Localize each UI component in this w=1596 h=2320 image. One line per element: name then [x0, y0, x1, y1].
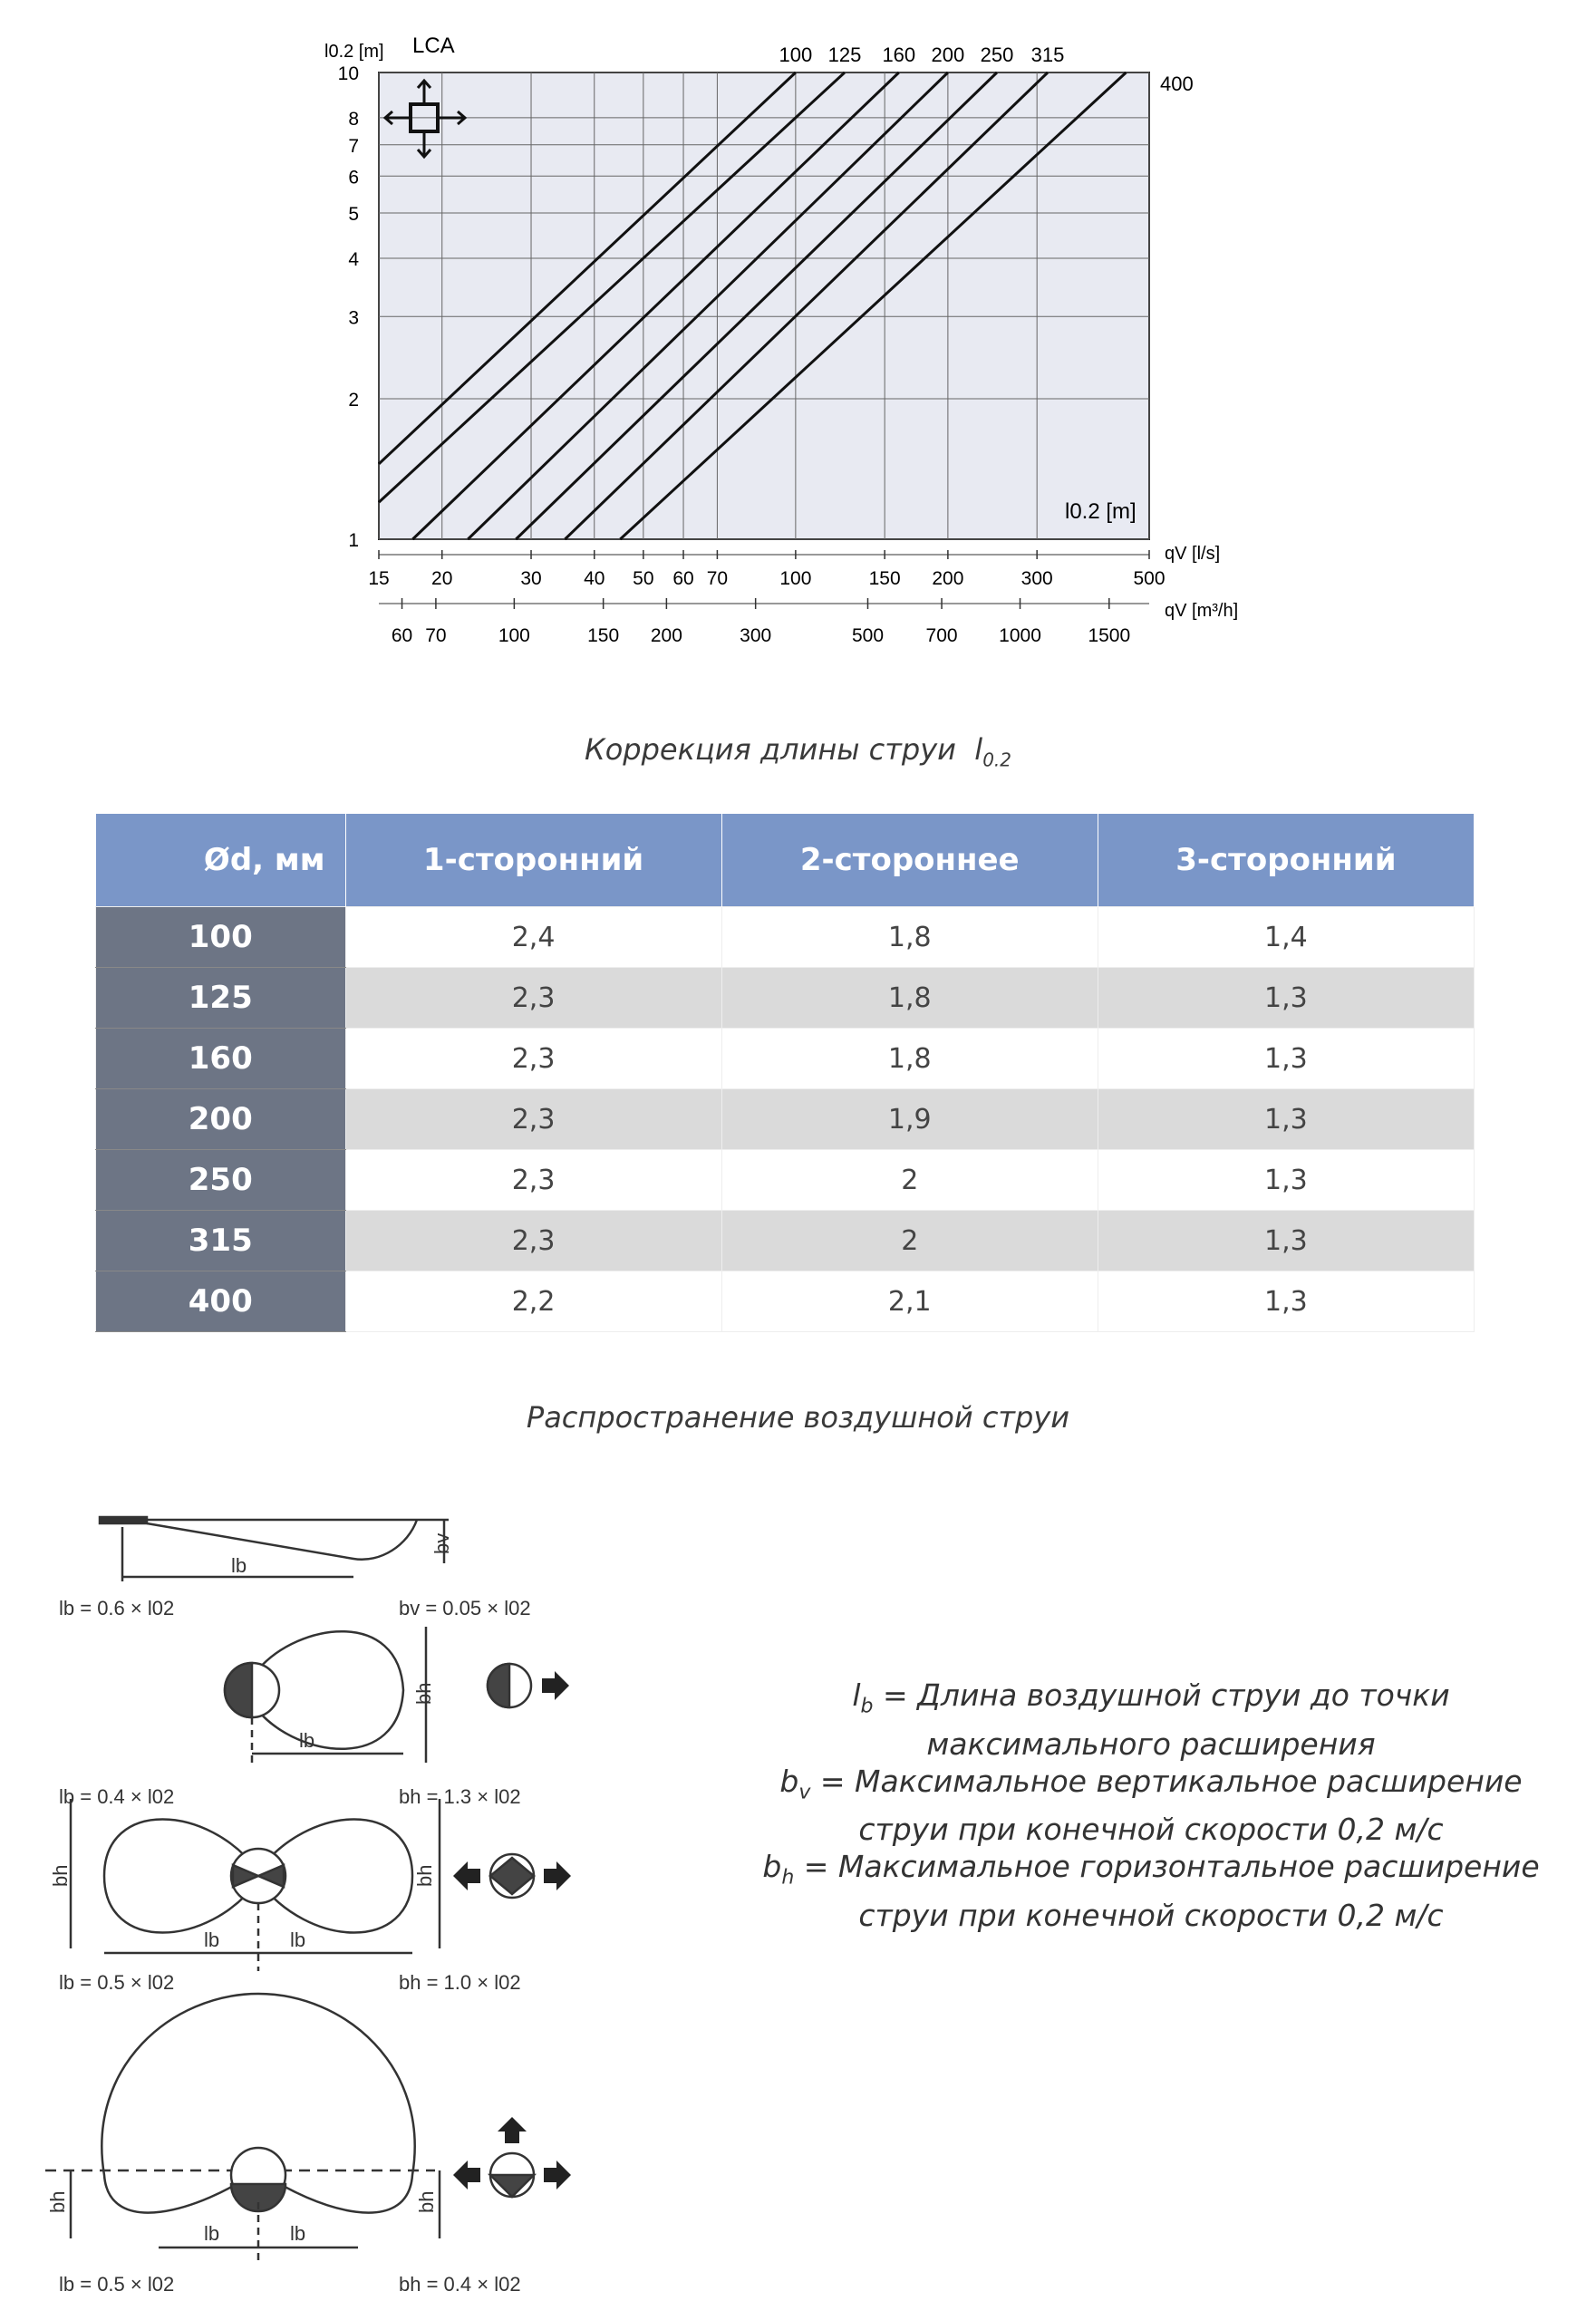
legend-bh-sub: h: [781, 1866, 795, 1890]
value-cell: 1,8: [721, 1029, 1098, 1089]
d3-lb-left-label: lb: [204, 1928, 220, 1951]
header-two-way: 2-стороннее: [721, 814, 1098, 907]
pattern-1way: [225, 1627, 569, 1763]
value-cell: 1,3: [1098, 1211, 1474, 1271]
d3-bh-right-label: bh: [413, 1864, 436, 1887]
diameter-cell: 315: [96, 1211, 346, 1271]
legend-lb-text: = Длина воздушной струи до точки: [873, 1677, 1450, 1713]
legend-line-bv: [743, 1763, 1559, 1812]
value-cell: 2,3: [345, 1089, 721, 1150]
x2-axis-label: qV [m³/h]: [1165, 601, 1239, 621]
y-tick-label: 5: [348, 204, 359, 226]
d1-bv-label: bv: [430, 1532, 453, 1554]
d4-lb-right-label: lb: [290, 2222, 306, 2245]
x2-tick-label: 300: [740, 625, 772, 646]
d2-lb-label: lb: [299, 1729, 315, 1752]
value-cell: 1,3: [1098, 1029, 1474, 1089]
legend-bv-symbol: b: [779, 1763, 799, 1799]
diameter-cell: 125: [96, 968, 346, 1029]
legend-bh-symbol: b: [762, 1849, 782, 1885]
diameter-cell: 400: [96, 1271, 346, 1332]
d2-bh-label: bh: [412, 1682, 435, 1705]
y-tick-label: 4: [348, 248, 359, 270]
legend-line-bh-2: струи при конечной скорости 0,2 м/с: [858, 1897, 1444, 1933]
x2-tick-label: 60: [391, 625, 413, 646]
symbol-legend: [743, 1677, 1559, 1934]
d1-right-formula: bv = 0.05 × l02: [399, 1597, 531, 1619]
d1-left-formula: lb = 0.6 × l02: [59, 1597, 175, 1619]
header-three-way: 3-сторонний: [1098, 814, 1474, 907]
legend-lb-symbol: l: [852, 1677, 861, 1713]
pattern-1way-ceiling: [100, 1517, 449, 1581]
x-tick-label: 60: [672, 568, 694, 589]
d2-left-formula: lb = 0.4 × l02: [59, 1785, 175, 1808]
value-cell: 2,1: [721, 1271, 1098, 1332]
series-label-160: 160: [882, 44, 916, 66]
value-cell: 2,3: [345, 1150, 721, 1211]
x2-tick-label: 100: [498, 625, 530, 646]
d4-bh-left-label: bh: [46, 2190, 69, 2213]
x-tick-label: 500: [1133, 568, 1166, 589]
x-tick-label: 15: [368, 568, 390, 589]
d3-right-formula: bh = 1.0 × l02: [399, 1971, 521, 1994]
correction-caption-subscript: 0.2: [982, 749, 1011, 771]
value-cell: 1,3: [1098, 968, 1474, 1029]
value-cell: 1,3: [1098, 1089, 1474, 1150]
legend-bv-sub: v: [798, 1781, 811, 1804]
x-tick-label: 30: [520, 568, 542, 589]
legend-bh-text: = Максимальное горизонтальное расширение: [794, 1849, 1540, 1885]
value-cell: 1,9: [721, 1089, 1098, 1150]
x-tick-label: 20: [431, 568, 453, 589]
header-diameter: Ød, мм: [96, 814, 346, 907]
y-tick-label: 10: [337, 63, 359, 84]
value-cell: 2,3: [345, 968, 721, 1029]
x2-tick-label: 150: [587, 625, 620, 646]
diameter-cell: 250: [96, 1150, 346, 1211]
d4-right-formula: bh = 0.4 × l02: [399, 2273, 521, 2296]
legend-line-bh: [743, 1848, 1559, 1897]
diameter-cell: 160: [96, 1029, 346, 1089]
series-label-400: 400: [1160, 72, 1194, 95]
value-cell: 2,3: [345, 1029, 721, 1089]
x2-tick-label: 70: [425, 625, 447, 646]
x2-tick-label: 1500: [1088, 625, 1131, 646]
legend-lb-sub: b: [860, 1695, 874, 1718]
d4-lb-left-label: lb: [204, 2222, 220, 2245]
x-axis-label: qV [l/s]: [1165, 544, 1221, 564]
correction-caption-symbol: l: [974, 732, 983, 767]
d4-left-formula: lb = 0.5 × l02: [59, 2273, 175, 2296]
value-cell: 2,2: [345, 1271, 721, 1332]
value-cell: 2: [721, 1150, 1098, 1211]
d3-lb-right-label: lb: [290, 1928, 306, 1951]
series-label-200: 200: [931, 44, 965, 66]
value-cell: 2,4: [345, 907, 721, 968]
diameter-cell: 100: [96, 907, 346, 968]
y-tick-label: 2: [348, 389, 359, 411]
pattern-3way: [45, 1994, 571, 2261]
series-label-100: 100: [779, 44, 813, 66]
value-cell: 2: [721, 1211, 1098, 1271]
legend-line-bv-2: струи при конечной скорости 0,2 м/с: [858, 1812, 1444, 1848]
d4-bh-right-label: bh: [415, 2190, 438, 2213]
value-cell: 1,4: [1098, 907, 1474, 968]
d1-lb-label: lb: [231, 1554, 247, 1577]
value-cell: 2,3: [345, 1211, 721, 1271]
value-cell: 1,8: [721, 907, 1098, 968]
chart-inner-label: l0.2 [m]: [1065, 499, 1137, 524]
x-tick-label: 200: [932, 568, 964, 589]
x2-tick-label: 700: [925, 625, 958, 646]
x2-tick-label: 500: [851, 625, 885, 646]
x-tick-label: 70: [706, 568, 729, 589]
y-tick-label: 8: [348, 108, 359, 130]
diameter-cell: 200: [96, 1089, 346, 1150]
x-tick-label: 50: [633, 568, 654, 589]
x-tick-label: 40: [584, 568, 605, 589]
series-label-315: 315: [1030, 44, 1065, 66]
y-tick-label: 6: [348, 167, 359, 188]
series-label-125: 125: [827, 44, 862, 66]
pattern-2way: [71, 1799, 571, 1971]
x2-tick-label: 1000: [999, 625, 1041, 646]
d3-bh-left-label: bh: [49, 1864, 72, 1887]
y-tick-label: 3: [348, 307, 359, 329]
chart-title: LCA: [412, 34, 455, 58]
x-tick-label: 150: [868, 568, 901, 589]
correction-caption-text: Коррекция длины струи: [585, 732, 956, 767]
header-one-way: 1-сторонний: [345, 814, 721, 907]
y-axis-label: l0.2 [m]: [324, 42, 384, 62]
legend-line-lb-2: максимального расширения: [926, 1726, 1376, 1762]
legend-line-lb: [743, 1677, 1559, 1726]
value-cell: 1,8: [721, 968, 1098, 1029]
value-cell: 1,3: [1098, 1150, 1474, 1211]
y-tick-label: 7: [348, 135, 359, 157]
x-tick-label: 300: [1020, 568, 1053, 589]
value-cell: 1,3: [1098, 1271, 1474, 1332]
d3-left-formula: lb = 0.5 × l02: [59, 1971, 175, 1994]
spread-caption: Распространение воздушной струи: [526, 1400, 1070, 1435]
x2-tick-label: 200: [650, 625, 682, 646]
x-tick-label: 100: [779, 568, 812, 589]
d2-right-formula: bh = 1.3 × l02: [399, 1785, 521, 1808]
series-label-250: 250: [980, 44, 1014, 66]
y-tick-label: 1: [348, 530, 359, 551]
legend-bv-text: = Максимальное вертикальное расширение: [810, 1763, 1523, 1799]
